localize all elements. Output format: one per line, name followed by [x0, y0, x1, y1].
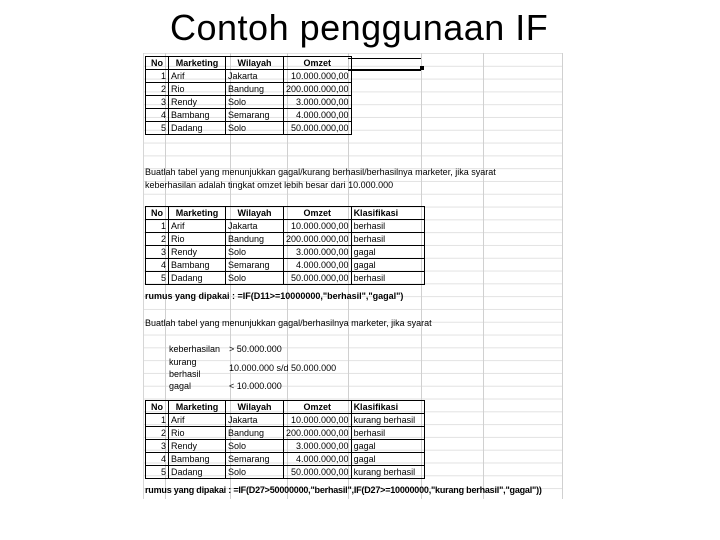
cell-wilayah[interactable]: Bandung — [226, 233, 284, 246]
cell-marketing[interactable]: Bambang — [169, 453, 226, 466]
cell-marketing[interactable]: Arif — [169, 70, 226, 83]
cell-klasifikasi[interactable]: berhasil — [351, 272, 424, 285]
cell-omzet[interactable]: 10.000.000,00 — [284, 220, 352, 233]
cell-omzet[interactable]: 50.000.000,00 — [284, 122, 352, 135]
header-marketing[interactable]: Marketing — [169, 57, 226, 70]
table-row — [146, 220, 425, 233]
cell-marketing[interactable]: Rio — [169, 233, 226, 246]
cell-marketing[interactable]: Rio — [169, 83, 226, 96]
cell-omzet[interactable]: 10.000.000,00 — [284, 70, 352, 83]
criteria-label[interactable]: gagal — [169, 381, 192, 392]
spreadsheet[interactable] — [143, 53, 563, 499]
instruction-text[interactable]: keberhasilan adalah tingkat omzet lebih besar dari 10.000.000 — [145, 180, 394, 190]
header-omzet[interactable]: Omzet — [284, 207, 352, 220]
table-row — [146, 259, 425, 272]
cell-wilayah[interactable]: Semarang — [226, 453, 284, 466]
cell-marketing[interactable]: Arif — [169, 414, 226, 427]
cell-marketing[interactable]: Dadang — [169, 122, 226, 135]
table-klasifikasi-1 — [145, 206, 425, 285]
cell-wilayah[interactable]: Semarang — [226, 259, 284, 272]
criteria-label[interactable]: keberhasilan — [169, 344, 221, 355]
cell-omzet[interactable]: 10.000.000,00 — [284, 414, 352, 427]
cell-no[interactable]: 3 — [146, 96, 169, 109]
cell-marketing[interactable]: Rendy — [169, 96, 226, 109]
criteria-row — [169, 356, 336, 380]
cell-omzet[interactable]: 4.000.000,00 — [284, 453, 352, 466]
cell-omzet[interactable]: 200.000.000,00 — [284, 427, 352, 440]
cell-no[interactable]: 2 — [146, 427, 169, 440]
cell-wilayah[interactable]: Solo — [226, 466, 284, 479]
header-marketing[interactable]: Marketing — [169, 207, 226, 220]
header-omzet[interactable]: Omzet — [284, 401, 352, 414]
header-klasifikasi[interactable]: Klasifikasi — [351, 401, 424, 414]
cell-klasifikasi[interactable]: berhasil — [351, 427, 424, 440]
instruction-text[interactable]: Buatlah tabel yang menunjukkan gagal/kurang berhasil/berhasilnya marketer, jika syarat — [145, 167, 496, 177]
cell-wilayah[interactable]: Solo — [226, 122, 284, 135]
table-row — [146, 70, 352, 83]
cell-no[interactable]: 4 — [146, 453, 169, 466]
criteria-value[interactable]: < 10.000.000 — [229, 381, 282, 392]
table-header-row — [146, 401, 425, 414]
slide-title: Contoh penggunaan IF — [170, 7, 549, 48]
header-klasifikasi[interactable]: Klasifikasi — [351, 207, 424, 220]
cell-omzet[interactable]: 200.000.000,00 — [284, 233, 352, 246]
cell-wilayah[interactable]: Solo — [226, 246, 284, 259]
selected-cell[interactable] — [348, 58, 421, 71]
table-row — [146, 96, 352, 109]
cell-marketing[interactable]: Dadang — [169, 272, 226, 285]
cell-no[interactable]: 1 — [146, 220, 169, 233]
table-row — [146, 246, 425, 259]
instruction-text[interactable]: Buatlah tabel yang menunjukkan gagal/berhasilnya marketer, jika syarat — [145, 318, 432, 328]
criteria-row — [169, 343, 336, 356]
cell-no[interactable]: 5 — [146, 122, 169, 135]
cell-no[interactable]: 4 — [146, 259, 169, 272]
cell-omzet[interactable]: 50.000.000,00 — [284, 272, 352, 285]
table-row — [146, 109, 352, 122]
cell-no[interactable]: 1 — [146, 70, 169, 83]
header-no[interactable]: No — [146, 207, 169, 220]
criteria-value[interactable]: > 50.000.000 — [229, 344, 282, 355]
table-row — [146, 414, 425, 427]
cell-wilayah[interactable]: Solo — [226, 440, 284, 453]
cell-wilayah[interactable]: Jakarta — [226, 70, 284, 83]
table-header-row — [146, 207, 425, 220]
cell-wilayah[interactable]: Solo — [226, 272, 284, 285]
header-wilayah[interactable]: Wilayah — [226, 401, 284, 414]
cell-wilayah[interactable]: Bandung — [226, 83, 284, 96]
cell-marketing[interactable]: Bambang — [169, 109, 226, 122]
cell-klasifikasi[interactable]: kurang berhasil — [351, 466, 424, 479]
criteria-list — [169, 343, 336, 393]
fill-handle[interactable] — [420, 66, 424, 70]
formula-text[interactable]: rumus yang dipakai : =IF(D27>50000000,"berhasil",IF(D27>=10000000,"kurang berhasil","gagal")) — [145, 485, 542, 495]
cell-wilayah[interactable]: Bandung — [226, 427, 284, 440]
cell-marketing[interactable]: Rio — [169, 427, 226, 440]
cell-no[interactable]: 3 — [146, 440, 169, 453]
cell-marketing[interactable]: Rendy — [169, 440, 226, 453]
gridline — [562, 53, 563, 499]
header-no[interactable]: No — [146, 401, 169, 414]
cell-klasifikasi[interactable]: kurang berhasil — [351, 414, 424, 427]
cell-marketing[interactable]: Rendy — [169, 246, 226, 259]
table-row — [146, 83, 352, 96]
cell-marketing[interactable]: Bambang — [169, 259, 226, 272]
table-header-row — [146, 57, 352, 70]
criteria-row — [169, 380, 336, 393]
cell-omzet[interactable]: 4.000.000,00 — [284, 259, 352, 272]
cell-wilayah[interactable]: Jakarta — [226, 414, 284, 427]
cell-omzet[interactable]: 3.000.000,00 — [284, 246, 352, 259]
cell-omzet[interactable]: 3.000.000,00 — [284, 96, 352, 109]
cell-marketing[interactable]: Dadang — [169, 466, 226, 479]
criteria-label[interactable]: kurang berhasil — [169, 356, 201, 379]
header-wilayah[interactable]: Wilayah — [226, 207, 284, 220]
cell-klasifikasi[interactable]: gagal — [351, 440, 424, 453]
table-row — [146, 453, 425, 466]
table-row — [146, 233, 425, 246]
cell-wilayah[interactable]: Jakarta — [226, 220, 284, 233]
header-no[interactable]: No — [146, 57, 169, 70]
cell-no[interactable]: 5 — [146, 272, 169, 285]
cell-omzet[interactable]: 200.000.000,00 — [284, 83, 352, 96]
cell-klasifikasi[interactable]: berhasil — [351, 233, 424, 246]
header-marketing[interactable]: Marketing — [169, 401, 226, 414]
cell-klasifikasi[interactable]: gagal — [351, 246, 424, 259]
cell-wilayah[interactable]: Semarang — [226, 109, 284, 122]
cell-no[interactable]: 2 — [146, 233, 169, 246]
cell-klasifikasi[interactable]: berhasil — [351, 220, 424, 233]
cell-omzet[interactable]: 3.000.000,00 — [284, 440, 352, 453]
table-row — [146, 272, 425, 285]
cell-omzet[interactable]: 4.000.000,00 — [284, 109, 352, 122]
header-wilayah[interactable]: Wilayah — [226, 57, 284, 70]
cell-no[interactable]: 2 — [146, 83, 169, 96]
cell-omzet[interactable]: 50.000.000,00 — [284, 466, 352, 479]
cell-wilayah[interactable]: Solo — [226, 96, 284, 109]
cell-no[interactable]: 5 — [146, 466, 169, 479]
table-row — [146, 122, 352, 135]
table-row — [146, 440, 425, 453]
gridline — [483, 53, 484, 499]
table-klasifikasi-2 — [145, 400, 425, 479]
cell-marketing[interactable]: Arif — [169, 220, 226, 233]
cell-no[interactable]: 1 — [146, 414, 169, 427]
table-row — [146, 427, 425, 440]
cell-no[interactable]: 3 — [146, 246, 169, 259]
criteria-value[interactable]: 10.000.000 s/d 50.000.000 — [229, 362, 337, 373]
cell-klasifikasi[interactable]: gagal — [351, 259, 424, 272]
cell-klasifikasi[interactable]: gagal — [351, 453, 424, 466]
header-omzet[interactable]: Omzet — [284, 57, 352, 70]
table-row — [146, 466, 425, 479]
formula-text[interactable]: rumus yang dipakai : =IF(D11>=10000000,"berhasil","gagal") — [145, 291, 404, 301]
table-omzet — [145, 56, 352, 135]
cell-no[interactable]: 4 — [146, 109, 169, 122]
